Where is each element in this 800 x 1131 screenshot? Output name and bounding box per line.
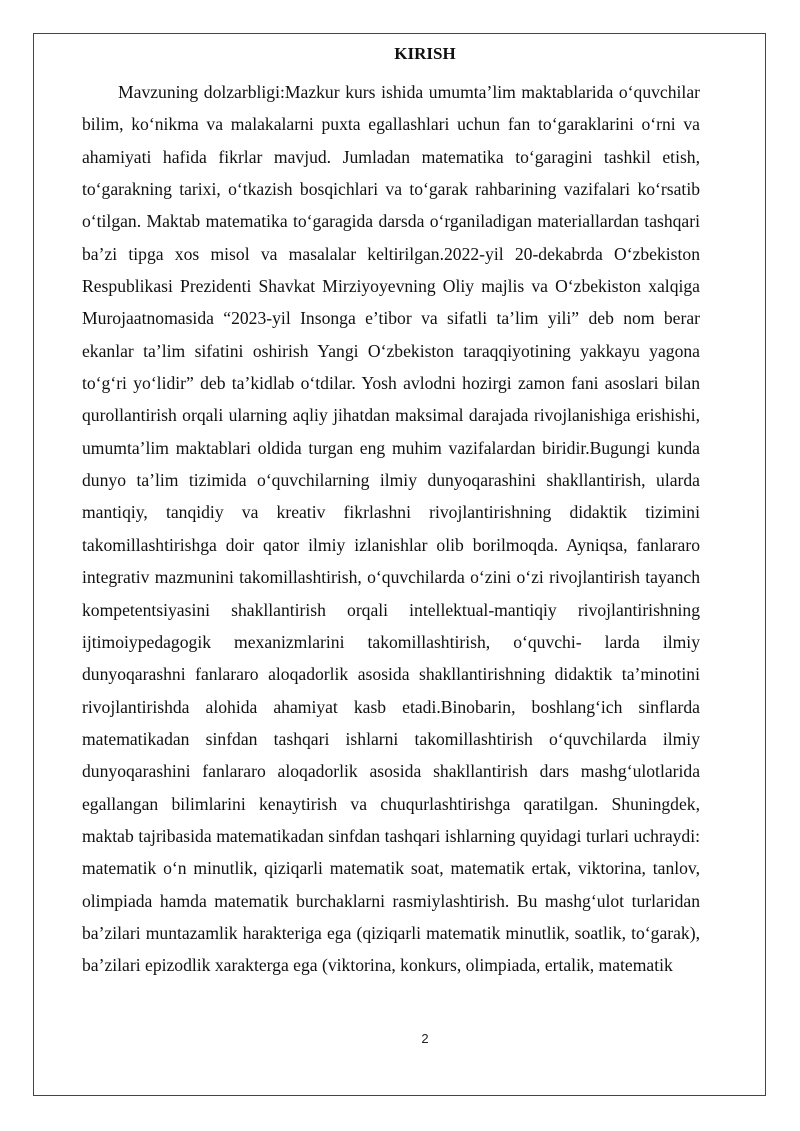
body-paragraph: Mavzuning dolzarbligi:Mazkur kurs ishida umumta’lim maktablarida o‘quvchilar bilim, ko‘nikma va malakalarni puxta egallashlari uchun fan to‘garaklarini o‘rni va ahamiyati hafida fikrlar mavjud. Jumladan matematika to‘garagini tashkil etish, to‘garakning tarixi, o‘tkazish bosqichlari va to‘garak rahbarining vazifalari ko‘rsatib o‘tilgan. Maktab matematika to‘garagida darsda o‘rganiladigan materiallardan tashqari ba’zi tipga xos misol va masalalar keltirilgan.2022-yil 20-dekabrda O‘zbekiston Respublikasi Prezidenti Shavkat Mirziyoyevning Oliy majlis va O‘zbekiston xalqiga Murojaatnomasida “2023-yil Insonga e’tibor va sifatli ta’lim yili” deb nom berar ekanlar ta’lim sifatini oshirish Yangi O‘zbekiston taraqqiyotining yakkayu yagona to‘g‘ri yo‘lidir” deb ta’kidlab o‘tdilar. Yosh avlodni hozirgi zamon fani asoslari bilan qurollantirish orqali ularning aqliy jihatdan maksimal darajada rivojlanishiga erishishi, umumta’lim maktablari oldida turgan eng muhim vazifalardan biridir.Bugungi kunda dunyo ta’lim tizimida o‘quvchilarning ilmiy dunyoqarashini shakllantirish, ularda mantiqiy, tanqidiy va kreativ fikrlashni rivojlantirishning didaktik tizimini takomillashtirishga doir qator ilmiy izlanishlar olib borilmoqda. Ayniqsa, fanlararo integrativ mazmunini takomillashtirish, o‘quvchilarda o‘zini o‘zi rivojlantirish tayanch kompetentsiyasini shakllantirish orqali intellektual-mantiqiy rivojlantirishning ijtimoiypedagogik mexanizmlarini takomillashtirish, o‘quvchi- larda ilmiy dunyoqarashni fanlararo aloqadorlik asosida shakllantirishning didaktik ta’minotini rivojlantirishda alohida ahamiyat kasb etadi.Binobarin, boshlang‘ich sinflarda matematikadan sinfdan tashqari ishlarni takomillashtirish o‘quvchilarda ilmiy dunyoqarashini fanlararo aloqadorlik asosida shakllantirish dars mashg‘ulotlarida egallangan bilimlarini kenaytirish va chuqurlashtirishga qaratilgan. Shuningdek, maktab tajribasida matematikadan sinfdan tashqari ishlarning quyidagi turlari uchraydi: matematik o‘n minutlik, qiziqarli matematik soat, matematik ertak, viktorina, tanlov, olimpiada hamda matematik burchaklarni rasmiylashtirish. Bu mashg‘ulot turlaridan ba’zilari muntazamlik harakteriga ega (qiziqarli matematik minutlik, soatlik, to‘garak), ba’zilari epizodlik xarakterga ega (viktorina, konkurs, olimpiada, ertalik, matematik	[82, 82, 700, 976]
body-text	[82, 76, 700, 982]
page-number: 2	[421, 1031, 429, 1046]
section-heading: KIRISH	[394, 44, 456, 63]
